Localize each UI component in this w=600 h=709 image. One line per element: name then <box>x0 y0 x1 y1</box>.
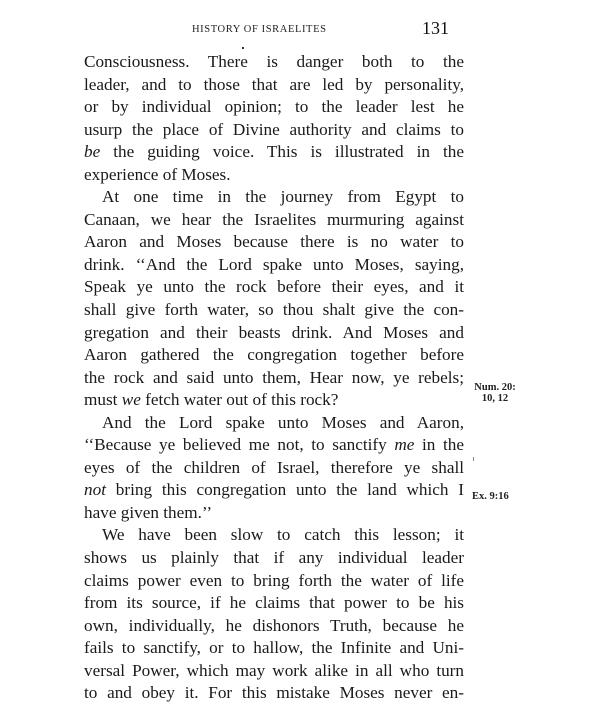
text-line: have given them.’’ <box>84 502 213 522</box>
margin-note-line: Num. 20: <box>474 382 516 393</box>
text-span: the guiding voice. This is illustrated in the <box>100 142 464 162</box>
text-span: bring this congregation unto the land which I <box>105 480 464 500</box>
italic-text: not <box>84 480 106 500</box>
italic-text: me <box>394 435 415 455</box>
margin-note-ex-9 <box>472 491 522 502</box>
text-line: claims power even to bring forth the water of life <box>84 570 464 590</box>
text-line: eyes of the children of Israel, therefore ye shall <box>84 457 464 477</box>
page-header <box>0 18 600 42</box>
text-line: leader, and to those that are led by personality, <box>84 74 464 94</box>
italic-text: be <box>84 142 101 162</box>
text-line: own, individually, he dishonors Truth, because he <box>84 615 464 635</box>
running-title: HISTORY OF ISRAELITES <box>192 24 327 35</box>
text-line: And the Lord spake unto Moses and Aaron, <box>102 412 464 432</box>
text-line: usurp the place of Divine authority and claims to <box>84 119 464 139</box>
text-line: drink. ‘‘And the Lord spake unto Moses, saying, <box>84 254 464 274</box>
text-line: gregation and their beasts drink. And Moses and <box>84 322 464 342</box>
text-line: versal Power, which may work alike in all who turn <box>84 660 464 680</box>
text-line: experience of Moses. <box>84 164 231 184</box>
text-line: shows us plainly that if any individual leader <box>84 548 464 568</box>
margin-note-line: 10, 12 <box>481 393 509 404</box>
text-line <box>84 389 464 412</box>
text-line: to and obey it. For this mistake Moses never en- <box>84 683 464 703</box>
text-line: At one time in the journey from Egypt to <box>102 187 464 207</box>
text-line: fails to sanctify, or to hallow, the Infinite and Uni- <box>84 638 464 658</box>
margin-note-line: Ex. 9:16 <box>472 491 509 502</box>
body-text <box>84 51 464 705</box>
text-line: Aaron and Moses because there is no water to <box>84 232 464 252</box>
text-line: Canaan, we hear the Israelites murmuring against <box>84 209 464 229</box>
text-span: ‘‘Because ye believed me not, to sanctify <box>84 435 395 455</box>
margin-note-num-20 <box>470 382 520 404</box>
print-speck <box>473 457 474 461</box>
text-line: from its source, if he claims that power to be his <box>84 593 464 613</box>
text-line: We have been slow to catch this lesson; it <box>102 525 464 545</box>
text-line: shall give forth water, so thou shalt give the con- <box>84 300 464 320</box>
text-line: or by individual opinion; to the leader lest he <box>84 97 464 117</box>
text-span: fetch water out of this rock? <box>140 390 339 410</box>
text-line: Consciousness. There is danger both to the <box>84 52 464 71</box>
text-line <box>84 141 464 164</box>
text-line <box>84 479 464 502</box>
text-line: Aaron gathered the congregation together before <box>84 345 464 365</box>
page-number: 131 <box>422 18 449 38</box>
text-span: in the <box>414 435 465 455</box>
print-speck <box>242 47 244 49</box>
text-line: Speak ye unto the rock before their eyes, and it <box>84 277 464 297</box>
text-line <box>84 434 464 457</box>
text-line: the rock and said unto them, Hear now, ye rebels; <box>84 367 464 387</box>
italic-text: we <box>121 390 141 410</box>
text-span: must <box>84 390 122 410</box>
